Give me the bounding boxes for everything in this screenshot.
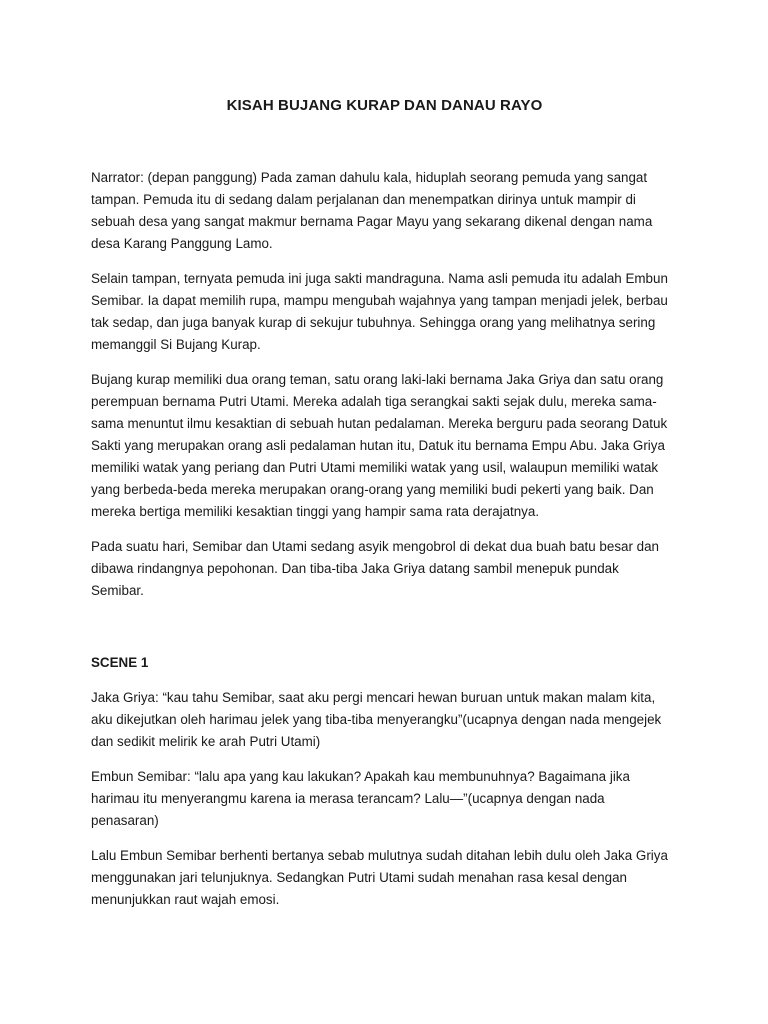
scene-heading: SCENE 1 (91, 655, 149, 670)
intro-paragraph-narrator: Narrator: (depan panggung) Pada zaman dahulu kala, hiduplah seorang pemuda yang sangat tampan. Pemuda itu di sedang dalam perjalanan dan menempatkan dirinya untuk mampir di sebuah desa yang sangat makmur bernama Pagar Mayu yang sekarang dikenal dengan nama desa Karang Panggung Lamo. (91, 170, 653, 251)
scene-paragraph-jaka-griya: Jaka Griya: “kau tahu Semibar, saat aku pergi mencari hewan buruan untuk makan malam kita, aku dikejutkan oleh harimau jelek yang tiba-tiba menyerangku”(ucapnya dengan nada mengejek dan sedikit melirik ke arah Putri Utami) (91, 690, 662, 749)
intro-paragraph-one-day: Pada suatu hari, Semibar dan Utami sedang asyik mengobrol di dekat dua buah batu besar dan dibawa rindangnya pepohonan. Dan tiba-tiba Jaka Griya datang sambil menepuk pundak Semibar. (91, 539, 659, 598)
document-title: KISAH BUJANG KURAP DAN DANAU RAYO (226, 97, 543, 114)
scene-paragraph-embun-semibar: Embun Semibar: “lalu apa yang kau lakukan? Apakah kau membunuhnya? Bagaimana jika harimau itu menyerangmu karena ia merasa terancam? Lalu—”(ucapnya dengan nada penasaran) (91, 769, 630, 828)
scene-paragraph-narration: Lalu Embun Semibar berhenti bertanya sebab mulutnya sudah ditahan lebih dulu oleh Jaka Griya menggunakan jari telunjuknya. Sedangkan Putri Utami sudah menahan rasa kesal dengan menunjukkan raut wajah emosi. (91, 848, 668, 907)
intro-paragraph-friends: Bujang kurap memiliki dua orang teman, satu orang laki-laki bernama Jaka Griya dan satu orang perempuan bernama Putri Utami. Mereka adalah tiga serangkai sakti sejak dulu, mereka sama-sama menuntut ilmu kesaktian di sebuah hutan pedalaman. Mereka berguru pada seorang Datuk Sakti yang merupakan orang asli pedalaman hutan itu, Datuk itu bernama Empu Abu. Jaka Griya memiliki watak yang periang dan Putri Utami memiliki watak yang usil, walaupun memiliki watak yang berbeda-beda mereka merupakan orang-orang yang memiliki budi pekerti yang baik. Dan mereka bertiga memiliki kesaktian tinggi yang hampir sama rata derajatnya. (91, 372, 668, 519)
intro-paragraph-embun-semibar: Selain tampan, ternyata pemuda ini juga sakti mandraguna. Nama asli pemuda itu adalah Embun Semibar. Ia dapat memilih rupa, mampu mengubah wajahnya yang tampan menjadi jelek, berbau tak sedap, dan juga banyak kurap di sekujur tubuhnya. Sehingga orang yang melihatnya sering memanggil Si Bujang Kurap. (91, 271, 668, 352)
